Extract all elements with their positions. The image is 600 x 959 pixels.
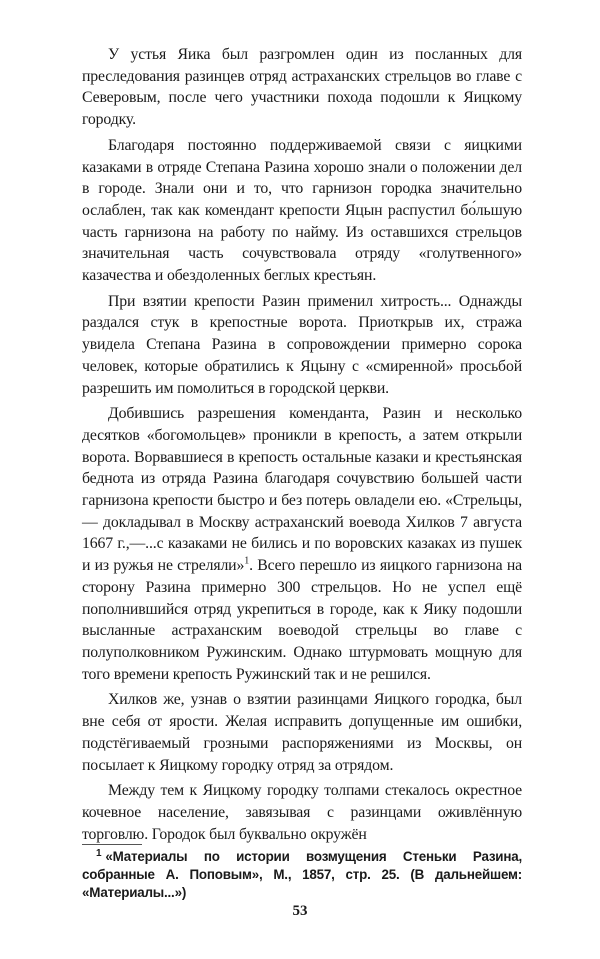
paragraph-5: Хилков же, узнав о взятии разинцами Яицкого городка, был вне себя от ярости. Желая исправить допущенные им ошибки, подстёгиваемый грозными распоряжениями из Москвы, он посылает к Яицкому городку отряд за отрядом.	[82, 691, 522, 774]
footnote-text: «Материалы по истории возмущения Стеньки Разина, собранные А. Поповым», М., 1857, стр. 25. (В дальнейшем: «Материалы...»)	[82, 849, 522, 900]
footnote-mark: 1	[96, 847, 102, 859]
paragraph-4-continuation: . Всего перешло из яицкого гарнизона на сторону Разина примерно 300 стрельцов. Но не успел ещё пополнившийся отряд укрепиться в городе, как к Яику подошли высланные астраханским воеводой стрельцы во главе с полуполковником Ружинским. Однако штурмовать мощную для того времени крепость Ружинский так и не решился.	[82, 557, 522, 683]
footnote-reference[interactable]: 1	[244, 555, 250, 567]
paragraph-4-text: Добившись разрешения коменданта, Разин и несколько десятков «богомольцев» проникли в крепость, а затем открыли ворота. Ворвавшиеся в крепость остальные казаки и крестьянская беднота из отряда Разина благодаря сочувствию большей части гарнизона крепости быстро и без потерь овладели ею. «Стрельцы,— докладывал в Москву астраханский воевода Хилков 7 августа 1667 г.,—...с казаками не бились и по воровских казаках из пушек и из ружья не стреляли»	[82, 405, 522, 575]
main-text	[82, 44, 522, 849]
footnote	[82, 848, 522, 902]
footnote-divider	[82, 844, 142, 845]
paragraph-3: При взятии крепости Разин применил хитрость... Однажды раздался стук в крепостные ворота. Приоткрыв их, стража увидела Степана Разина в сопровождении примерно сорока человек, которые обратились к Яцыну с «смиренной» просьбой разрешить им помолиться в городской церкви.	[82, 292, 522, 397]
paragraph-2: Благодаря постоянно поддерживаемой связи с яицкими казаками в отряде Степана Разина хорошо знали о положении дел в городе. Знали они и то, что гарнизон городка значительно ослаблен, так как комендант крепости Яцын распустил бо́льшую часть гарнизона на работу по найму. Из оставшихся стрельцов значительная часть сочувствовала отряду «голутвенного» казачества и обездоленных беглых крестьян.	[82, 136, 522, 285]
page-number: 53	[292, 903, 308, 919]
paragraph-6: Между тем к Яицкому городку толпами стекалось окрестное кочевное население, завязывая с разинцами оживлённую торговлю. Городок был буквально окружён	[82, 782, 522, 843]
paragraph-4	[82, 403, 522, 685]
paragraph-1: У устья Яика был разгромлен один из посланных для преследования разинцев отряд астраханских стрельцов во главе с Северовым, после чего участники похода подошли к Яицкому городку.	[82, 46, 522, 129]
